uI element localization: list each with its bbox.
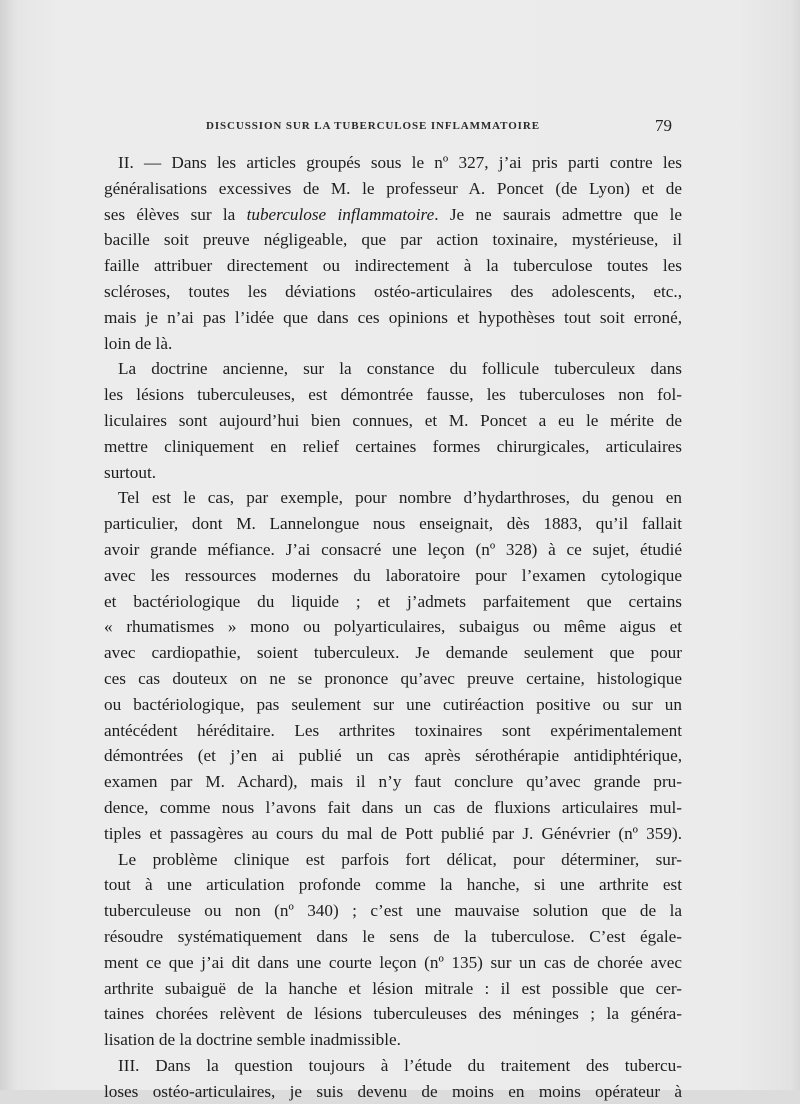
text-line: « rhumatismes » mono ou polyarticulaires, subaigus ou même aigus et xyxy=(104,617,682,637)
text-line: généralisations excessives de M. le professeur A. Poncet (de Lyon) et de xyxy=(104,178,682,198)
running-header xyxy=(104,116,682,140)
text-line: résoudre systématiquement dans le sens de la tuberculose. C’est égale- xyxy=(104,926,682,946)
text-line: démontrées (et j’en ai publié un cas après sérothérapie antidiphtérique, xyxy=(104,746,682,766)
text-line: Tel est le cas, par exemple, pour nombre d’hydarthroses, du genou en xyxy=(118,488,682,508)
text-line: avoir grande méfiance. J’ai consacré une leçon (nº 328) à ce sujet, étudié xyxy=(104,539,682,559)
text-line: tuberculeuse ou non (nº 340) ; c’est une mauvaise solution que de la xyxy=(104,901,682,921)
text-line: ment ce que j’ai dit dans une courte leçon (nº 135) sur un cas de chorée avec xyxy=(104,952,682,972)
text-line: III. Dans la question toujours à l’étude du traitement des tubercu- xyxy=(118,1055,682,1075)
text-line: La doctrine ancienne, sur la constance du follicule tuberculeux dans xyxy=(118,359,682,379)
text-line: bacille soit preuve négligeable, que par action toxinaire, mystérieuse, il xyxy=(104,230,682,250)
text-line: arthrite subaiguë de la hanche et lésion mitrale : il est possible que cer- xyxy=(104,978,682,998)
text-line: avec cardiopathie, soient tuberculeux. Je demande seulement que pour xyxy=(104,643,682,663)
text-line: loin de là. xyxy=(104,333,173,353)
text-line: taines chorées relèvent de lésions tuberculeuses des méninges ; la généra- xyxy=(104,1004,682,1024)
text-line: examen par M. Achard), mais il n’y faut conclure qu’avec grande pru- xyxy=(104,772,682,792)
text-line: lisation de la doctrine semble inadmissible. xyxy=(104,1030,401,1050)
text-line: tiples et passagères au cours du mal de Pott publié par J. Génévrier (nº 359). xyxy=(104,823,682,843)
text-line: ses élèves sur la tuberculose inflammatoire. Je ne saurais admettre que le xyxy=(104,204,682,224)
text-line: et bactériologique du liquide ; et j’admets parfaitement que certains xyxy=(104,591,682,611)
text-line: II. — Dans les articles groupés sous le nº 327, j’ai pris parti contre les xyxy=(118,153,682,172)
text-line: faille attribuer directement ou indirectement à la tuberculose toutes les xyxy=(104,256,682,276)
running-title: DISCUSSION SUR LA TUBERCULOSE INFLAMMATOIRE xyxy=(206,120,540,132)
text-line: loses ostéo-articulaires, je suis devenu de moins en moins opérateur à xyxy=(104,1081,682,1101)
text-line: dence, comme nous l’avons fait dans un cas de fluxions articulaires mul- xyxy=(104,797,682,817)
text-line: Le problème clinique est parfois fort délicat, pour déterminer, sur- xyxy=(118,849,682,869)
text-line: ou bactériologique, pas seulement sur une cutiréaction positive ou sur un xyxy=(104,694,682,714)
text-line: les lésions tuberculeuses, est démontrée fausse, les tuberculoses non fol- xyxy=(104,385,682,405)
text-line: mais je n’ai pas l’idée que dans ces opinions et hypothèses tout soit erroné, xyxy=(104,307,682,327)
text-line: avec les ressources modernes du laboratoire pour l’examen cytologique xyxy=(104,565,682,585)
text-line: scléroses, toutes les déviations ostéo-articulaires des adolescents, etc., xyxy=(104,281,682,301)
page-number: 79 xyxy=(655,116,672,135)
body-text xyxy=(104,150,682,1104)
text-line: particulier, dont M. Lannelongue nous enseignait, dès 1883, qu’il fallait xyxy=(104,514,682,534)
text-line: surtout. xyxy=(104,462,157,482)
text-line: tout à une articulation profonde comme la hanche, si une arthrite est xyxy=(104,875,682,895)
text-line: ces cas douteux on ne se prononce qu’avec preuve certaine, histologique xyxy=(104,668,682,688)
text-line: antécédent héréditaire. Les arthrites toxinaires sont expérimentalement xyxy=(104,720,682,740)
italic-term: tuberculose inflammatoire xyxy=(246,204,435,224)
text-line: mettre cliniquement en relief certaines formes chirurgicales, articulaires xyxy=(104,436,682,456)
text-line: liculaires sont aujourd’hui bien connues, et M. Poncet a eu le mérite de xyxy=(104,410,682,430)
